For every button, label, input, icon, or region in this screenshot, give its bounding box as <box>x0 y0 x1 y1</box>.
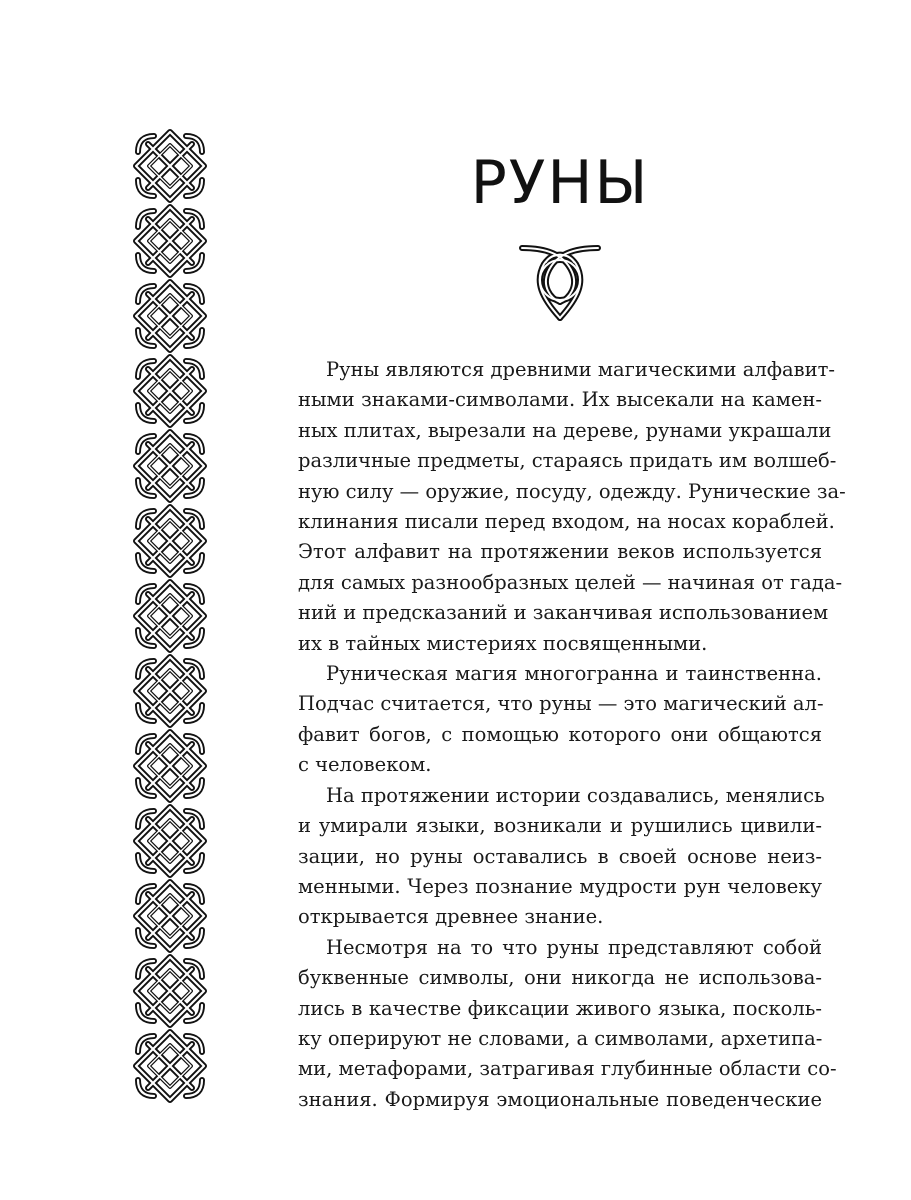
text-line: Этот алфавит на протяжении веков используется <box>298 540 822 564</box>
text-line: ными знаками-символами. Их высекали на камен- <box>298 388 822 412</box>
celtic-knot-icon <box>124 576 216 656</box>
text-line: На протяжении истории создавались, менялись <box>326 783 825 807</box>
paragraph-1 <box>298 355 846 659</box>
celtic-knot-icon <box>124 951 216 1031</box>
text-line: открывается древнее знание. <box>298 905 604 929</box>
text-line: с человеком. <box>298 753 432 777</box>
celtic-knot-icon <box>124 426 216 506</box>
text-line: Несмотря на то что руны представляют собой <box>326 935 822 959</box>
text-line: Руны являются древними магическими алфавит- <box>326 358 835 381</box>
text-line: различные предметы, стараясь придать им волшеб- <box>298 449 837 473</box>
celtic-knot-icon <box>124 501 216 581</box>
text-line: менными. Через познание мудрости рун человеку <box>298 874 822 898</box>
text-line: ми, метафорами, затрагивая глубинные области со- <box>298 1057 837 1081</box>
text-line: лись в качестве фиксации живого языка, посколь- <box>298 996 822 1020</box>
text-line: ний и предсказаний и заканчивая использованием <box>298 601 829 625</box>
body-text <box>298 355 846 1115</box>
text-line: Подчас считается, что руны — это магический ал- <box>298 692 824 716</box>
text-line: Руническая магия многогранна и таинственна. <box>326 662 822 686</box>
text-line: и умирали языки, возникали и рушились цивили- <box>298 814 822 838</box>
text-line: клинания писали перед входом, на носах кораблей. <box>298 510 835 534</box>
text-line: ных плитах, вырезали на дереве, рунами украшали <box>298 418 832 442</box>
text-line: зации, но руны оставались в своей основе неиз- <box>298 844 822 868</box>
celtic-knot-icon <box>124 201 216 281</box>
text-line: для самых разнообразных целей — начиная от гада- <box>298 570 843 594</box>
side-ornament-border <box>124 126 216 1106</box>
celtic-knot-icon <box>124 651 216 731</box>
text-line: буквенные символы, они никогда не использова- <box>298 966 822 990</box>
paragraph-3 <box>298 781 825 933</box>
triquetra-knot-icon <box>516 238 604 322</box>
celtic-knot-icon <box>124 876 216 956</box>
text-line: знания. Формируя эмоциональные поведенческие <box>298 1087 822 1111</box>
celtic-knot-icon <box>124 276 216 356</box>
celtic-knot-icon <box>124 126 216 206</box>
celtic-knot-icon <box>124 351 216 431</box>
celtic-knot-icon <box>124 726 216 806</box>
text-line: ную силу — оружие, посуду, одежду. Рунические за- <box>298 479 846 503</box>
paragraph-4 <box>298 933 837 1115</box>
text-line: ку оперируют не словами, а символами, архетипа- <box>298 1026 823 1050</box>
text-line: фавит богов, с помощью которого они общаются <box>298 722 822 746</box>
celtic-knot-icon <box>124 1026 216 1106</box>
text-line: их в тайных мистериях посвященными. <box>298 631 708 655</box>
paragraph-2 <box>298 659 822 781</box>
celtic-knot-icon <box>124 801 216 881</box>
page-title: РУНЫ <box>470 148 650 218</box>
